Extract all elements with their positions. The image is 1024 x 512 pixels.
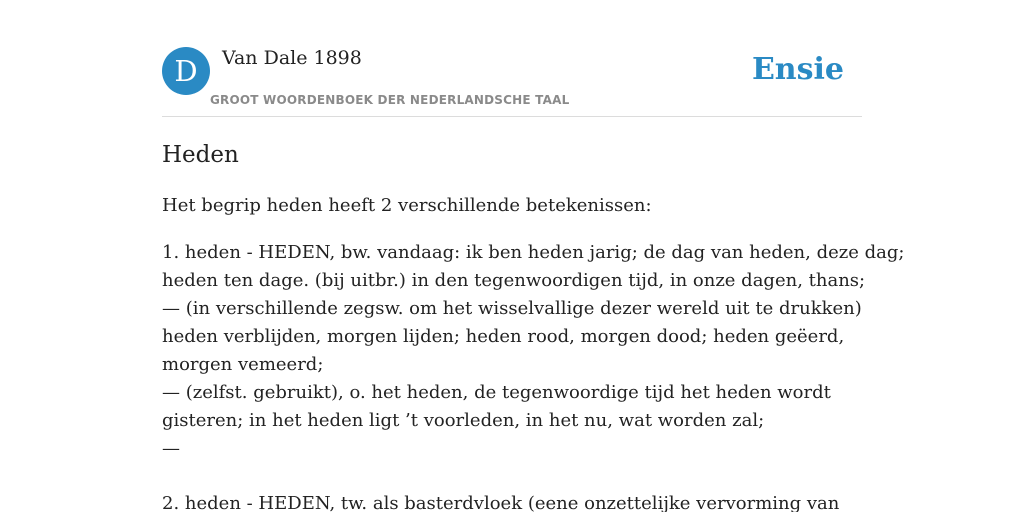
definition-2: [162, 490, 862, 512]
definition-line: heden verblijden, morgen lijden; heden rood, morgen dood; heden geëerd,: [162, 326, 845, 347]
source-logo[interactable]: D: [162, 47, 210, 95]
source-subtitle: GROOT WOORDENBOEK DER NEDERLANDSCHE TAAL: [210, 93, 570, 107]
definition-line: — (zelfst. gebruikt), o. het heden, de tegenwoordige tijd het heden wordt: [162, 382, 831, 403]
definition-line: gisteren; in het heden ligt ’t voorleden, in het nu, wat worden zal;: [162, 410, 765, 431]
definitions: [162, 239, 905, 512]
definition-line: morgen vemeerd;: [162, 354, 324, 375]
intro-text: Het begrip heden heeft 2 verschillende betekenissen:: [162, 195, 652, 216]
definition-line: —: [162, 438, 180, 459]
definition-line: 2. heden - HEDEN, tw. als basterdvloek (eene onzettelijke vervorming van: [162, 493, 840, 512]
definition-spacer: [162, 463, 862, 490]
source-title[interactable]: Van Dale 1898: [222, 47, 362, 69]
definition-line: — (in verschillende zegsw. om het wisselvallige dezer wereld uit te drukken): [162, 298, 862, 319]
definition-1: [162, 239, 905, 463]
page-header: [162, 46, 862, 117]
definition-line: 1. heden - HEDEN, bw. vandaag: ik ben heden jarig; de dag van heden, deze dag;: [162, 242, 905, 263]
brand-logo[interactable]: Ensie: [751, 52, 844, 87]
definition-line: heden ten dage. (bij uitbr.) in den tegenwoordigen tijd, in onze dagen, thans;: [162, 270, 866, 291]
page-title: Heden: [162, 142, 239, 168]
